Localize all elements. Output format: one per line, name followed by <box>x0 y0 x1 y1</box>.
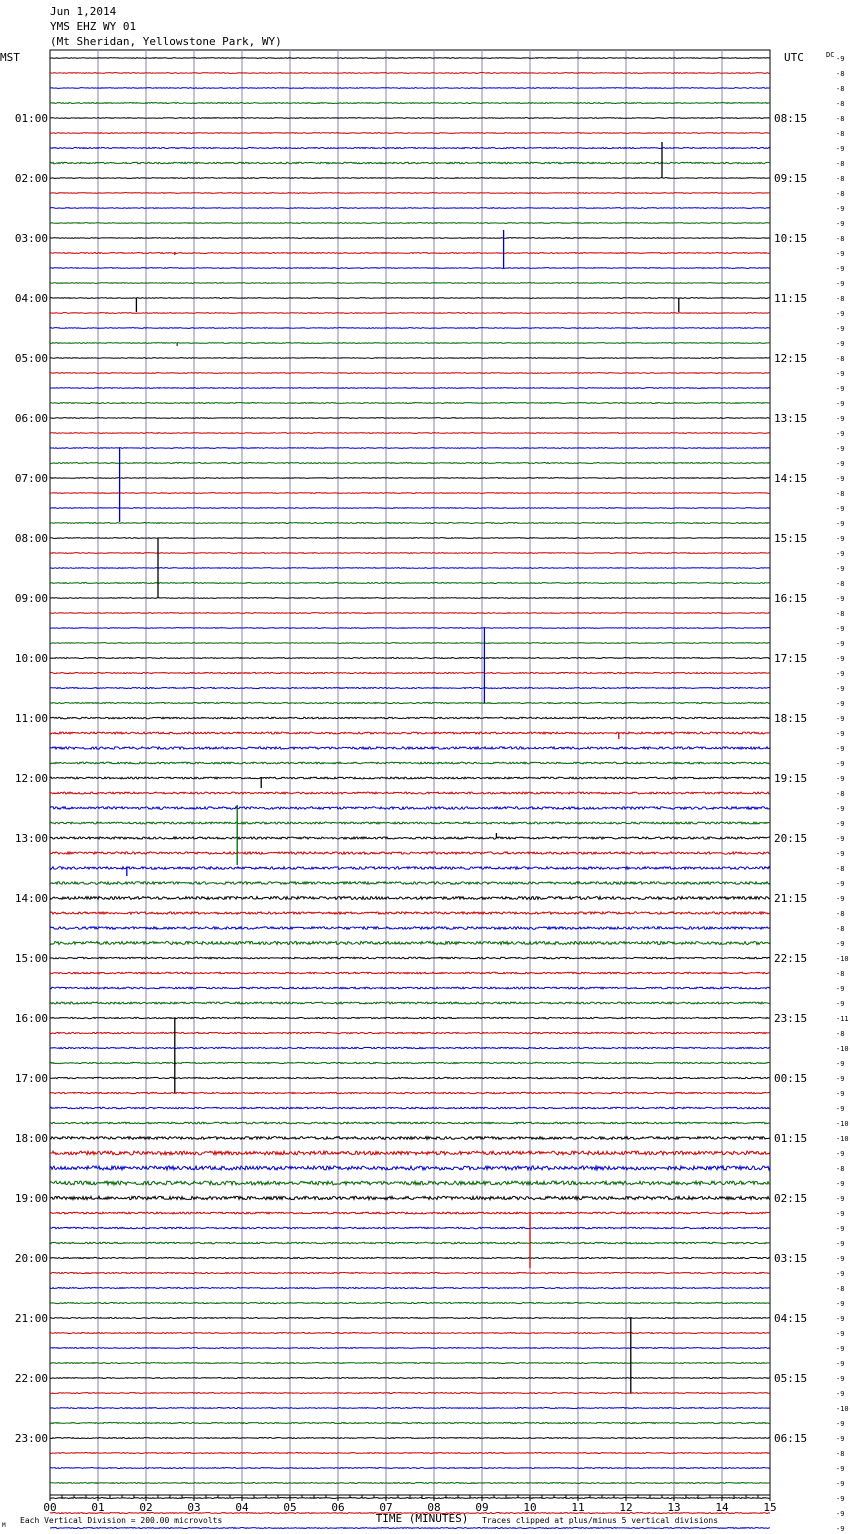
trace-offset-label: -9 <box>836 430 845 438</box>
right-hour-label: 23:15 <box>774 1012 808 1025</box>
station-id: YMS EHZ WY 01 <box>50 20 137 33</box>
trace-offset-label: -9 <box>836 1075 845 1083</box>
scale-note: Each Vertical Division = 200.00 microvolts <box>20 1516 223 1525</box>
seismic-trace <box>50 1122 770 1124</box>
right-hour-label: 13:15 <box>774 412 808 425</box>
left-hour-label: 19:00 <box>14 1192 48 1205</box>
trace-offset-label: -9 <box>836 985 845 993</box>
trace-offset-label: -9 <box>836 1315 845 1323</box>
seismic-trace <box>50 1151 770 1155</box>
seismic-trace <box>50 1318 770 1319</box>
seismic-trace <box>50 253 770 254</box>
seismic-trace <box>50 1077 770 1078</box>
seismic-trace <box>50 1408 770 1409</box>
seismic-trace <box>50 1498 770 1499</box>
trace-offset-label: -9 <box>836 595 845 603</box>
trace-offset-label: -9 <box>836 1255 845 1263</box>
seismic-trace <box>50 1002 770 1004</box>
seismic-trace <box>50 1181 770 1185</box>
trace-offset-label: -8 <box>836 790 845 798</box>
seismic-trace <box>50 103 770 104</box>
trace-offset-label: -9 <box>836 205 845 213</box>
trace-offset-label: -9 <box>836 1480 845 1488</box>
trace-offset-label: -9 <box>836 835 845 843</box>
seismic-trace <box>50 672 770 673</box>
trace-offset-label: -9 <box>836 1435 845 1443</box>
trace-offset-label: -8 <box>836 865 845 873</box>
right-hour-label: 17:15 <box>774 652 808 665</box>
trace-offset-label: -8 <box>836 490 845 498</box>
x-tick-label: 09 <box>475 1501 489 1514</box>
seismic-trace <box>50 852 770 854</box>
trace-offset-label: -9 <box>836 1060 845 1068</box>
trace-offset-label: -9 <box>836 655 845 663</box>
seismic-trace <box>50 1166 770 1170</box>
seismic-trace <box>50 523 770 524</box>
x-tick-label: 07 <box>379 1501 393 1514</box>
seismic-trace <box>50 1528 770 1529</box>
right-hour-label: 20:15 <box>774 832 808 845</box>
left-hour-label: 01:00 <box>14 112 48 125</box>
dc-label: DC <box>826 51 835 59</box>
seismic-trace <box>50 1242 770 1244</box>
trace-offset-label: -8 <box>836 610 845 618</box>
right-hour-label: 02:15 <box>774 1192 808 1205</box>
seismic-trace <box>50 1137 770 1140</box>
seismic-trace <box>50 1047 770 1048</box>
trace-offset-label: -8 <box>836 190 845 198</box>
seismic-trace <box>50 658 770 659</box>
seismic-trace <box>50 972 770 974</box>
left-hour-label: 23:00 <box>14 1432 48 1445</box>
seismic-trace <box>50 388 770 389</box>
seismic-trace <box>50 613 770 614</box>
seismic-trace <box>50 941 770 944</box>
left-hour-label: 04:00 <box>14 292 48 305</box>
trace-offset-label: -9 <box>836 1375 845 1383</box>
trace-offset-label: -9 <box>836 715 845 723</box>
trace-offset-label: -9 <box>836 1345 845 1353</box>
trace-offset-label: -9 <box>836 685 845 693</box>
trace-offset-label: -8 <box>836 1285 845 1293</box>
seismic-trace <box>50 747 770 749</box>
trace-offset-label: -9 <box>836 1525 845 1533</box>
seismic-trace <box>50 882 770 885</box>
trace-offset-label: -8 <box>836 70 845 78</box>
trace-offset-label: -9 <box>836 820 845 828</box>
seismic-trace <box>50 897 770 900</box>
trace-offset-label: -9 <box>836 895 845 903</box>
trace-offset-label: -9 <box>836 1195 845 1203</box>
seismic-trace <box>50 762 770 764</box>
seismic-trace <box>50 1468 770 1469</box>
seismic-trace <box>50 373 770 374</box>
trace-offset-label: -9 <box>836 625 845 633</box>
left-hour-label: 02:00 <box>14 172 48 185</box>
trace-offset-label: -9 <box>836 565 845 573</box>
seismic-trace <box>50 1062 770 1063</box>
seismic-trace <box>50 1092 770 1093</box>
trace-offset-label: -10 <box>836 1120 849 1128</box>
left-hour-label: 10:00 <box>14 652 48 665</box>
trace-offset-label: -9 <box>836 310 845 318</box>
trace-offset-label: -9 <box>836 730 845 738</box>
seismic-trace <box>50 1393 770 1394</box>
seismic-trace <box>50 1363 770 1364</box>
seismic-trace <box>50 133 770 134</box>
seismic-trace <box>50 643 770 644</box>
seismic-trace <box>50 493 770 494</box>
seismic-trace <box>50 448 770 449</box>
left-hour-label: 12:00 <box>14 772 48 785</box>
x-tick-label: 08 <box>427 1501 441 1514</box>
seismic-trace <box>50 867 770 870</box>
trace-offset-label: -9 <box>836 1510 845 1518</box>
trace-offset-label: -9 <box>836 340 845 348</box>
left-hour-label: 15:00 <box>14 952 48 965</box>
left-hour-label: 09:00 <box>14 592 48 605</box>
trace-offset-label: -9 <box>836 1330 845 1338</box>
trace-offset-label: -9 <box>836 535 845 543</box>
left-hour-label: 13:00 <box>14 832 48 845</box>
trace-offset-label: -9 <box>836 1495 845 1503</box>
left-hour-label: 16:00 <box>14 1012 48 1025</box>
seismic-trace <box>50 1378 770 1379</box>
seismic-trace <box>50 328 770 329</box>
seismic-trace <box>50 1032 770 1033</box>
trace-offset-label: -8 <box>836 925 845 933</box>
trace-offset-label: -9 <box>836 850 845 858</box>
seismic-trace <box>50 343 770 344</box>
left-hour-label: 08:00 <box>14 532 48 545</box>
trace-offset-label: -10 <box>836 1405 849 1413</box>
trace-offset-label: -9 <box>836 400 845 408</box>
trace-offset-label: -9 <box>836 940 845 948</box>
trace-offset-label: -8 <box>836 355 845 363</box>
trace-offset-label: -9 <box>836 1300 845 1308</box>
right-hour-label: 16:15 <box>774 592 808 605</box>
trace-offset-label: -9 <box>836 670 845 678</box>
seismic-trace <box>50 1483 770 1484</box>
trace-offset-label: -9 <box>836 1465 845 1473</box>
left-hour-label: 03:00 <box>14 232 48 245</box>
trace-offset-label: -8 <box>836 580 845 588</box>
seismic-trace <box>50 1257 770 1258</box>
trace-offset-label: -9 <box>836 1105 845 1113</box>
seismic-trace <box>50 837 770 839</box>
seismic-trace <box>50 1438 770 1439</box>
right-hour-label: 01:15 <box>774 1132 808 1145</box>
x-tick-label: 10 <box>523 1501 537 1514</box>
trace-offset-label: -9 <box>836 520 845 528</box>
trace-offset-label: -9 <box>836 1270 845 1278</box>
trace-offset-label: -8 <box>836 910 845 918</box>
trace-offset-label: -9 <box>836 775 845 783</box>
seismic-trace <box>50 1272 770 1273</box>
trace-offset-label: -9 <box>836 265 845 273</box>
seismic-trace <box>50 1287 770 1288</box>
right-hour-label: 00:15 <box>774 1072 808 1085</box>
trace-offset-label: -10 <box>836 1135 849 1143</box>
trace-offset-label: -8 <box>836 1030 845 1038</box>
trace-offset-label: -9 <box>836 745 845 753</box>
trace-offset-label: -9 <box>836 415 845 423</box>
seismic-trace <box>50 732 770 734</box>
seismic-trace <box>50 777 770 779</box>
trace-offset-label: -9 <box>836 280 845 288</box>
x-tick-label: 05 <box>283 1501 297 1514</box>
right-hour-label: 08:15 <box>774 112 808 125</box>
right-hour-label: 10:15 <box>774 232 808 245</box>
left-hour-label: 11:00 <box>14 712 48 725</box>
trace-offset-label: -9 <box>836 1225 845 1233</box>
trace-offset-label: -9 <box>836 1210 845 1218</box>
right-hour-label: 19:15 <box>774 772 808 785</box>
seismic-trace <box>50 268 770 269</box>
x-tick-label: 12 <box>619 1501 633 1514</box>
trace-offset-label: -9 <box>836 1240 845 1248</box>
x-tick-label: 04 <box>235 1501 249 1514</box>
right-hour-label: 15:15 <box>774 532 808 545</box>
seismic-trace <box>50 1302 770 1303</box>
trace-offset-label: -9 <box>836 385 845 393</box>
seismic-trace <box>50 238 770 239</box>
left-hour-label: 14:00 <box>14 892 48 905</box>
seismic-trace <box>50 223 770 224</box>
seismic-trace <box>50 508 770 509</box>
trace-offset-label: -8 <box>836 100 845 108</box>
trace-offset-label: -9 <box>836 250 845 258</box>
seismic-trace <box>50 478 770 479</box>
x-tick-label: 15 <box>763 1501 777 1514</box>
right-hour-label: 03:15 <box>774 1252 808 1265</box>
x-tick-label: 06 <box>331 1501 345 1514</box>
trace-offset-label: -9 <box>836 640 845 648</box>
right-hour-label: 21:15 <box>774 892 808 905</box>
plot-date: Jun 1,2014 <box>50 5 117 18</box>
trace-offset-label: -9 <box>836 325 845 333</box>
seismic-trace <box>50 1196 770 1199</box>
trace-offset-label: -9 <box>836 700 845 708</box>
seismic-trace <box>50 717 770 719</box>
trace-offset-label: -9 <box>836 370 845 378</box>
right-hour-label: 04:15 <box>774 1312 808 1325</box>
seismic-trace <box>50 702 770 703</box>
seismic-trace <box>50 1107 770 1109</box>
x-axis-title: TIME (MINUTES) <box>375 1512 469 1525</box>
left-hour-label: 18:00 <box>14 1132 48 1145</box>
right-hour-label: 14:15 <box>774 472 808 485</box>
trace-offset-label: -9 <box>836 1360 845 1368</box>
right-hour-label: 05:15 <box>774 1372 808 1385</box>
trace-offset-label: -8 <box>836 1450 845 1458</box>
trace-offset-label: -9 <box>836 220 845 228</box>
trace-offset-label: -9 <box>836 805 845 813</box>
trace-offset-label: -9 <box>836 445 845 453</box>
station-location: (Mt Sheridan, Yellowstone Park, WY) <box>50 35 282 48</box>
seismic-trace <box>50 1333 770 1334</box>
seismic-trace <box>50 822 770 824</box>
trace-offset-label: -8 <box>836 295 845 303</box>
seismic-trace <box>50 403 770 404</box>
trace-offset-label: -8 <box>836 235 845 243</box>
seismic-trace <box>50 1227 770 1229</box>
trace-offset-label: -9 <box>836 550 845 558</box>
trace-offset-label: -8 <box>836 160 845 168</box>
trace-offset-label: -8 <box>836 85 845 93</box>
x-tick-label: 03 <box>187 1501 201 1514</box>
left-hour-label: 21:00 <box>14 1312 48 1325</box>
seismic-trace <box>50 687 770 688</box>
seismic-trace <box>50 58 770 59</box>
right-hour-label: 09:15 <box>774 172 808 185</box>
trace-offset-label: -9 <box>836 145 845 153</box>
seismic-trace <box>50 807 770 810</box>
seismic-trace <box>50 912 770 914</box>
x-tick-label: 11 <box>571 1501 585 1514</box>
seismic-trace <box>50 463 770 464</box>
trace-offset-label: -11 <box>836 1015 849 1023</box>
x-tick-label: 14 <box>715 1501 729 1514</box>
left-hour-label: 22:00 <box>14 1372 48 1385</box>
trace-offset-label: -10 <box>836 1045 849 1053</box>
trace-offset-label: -9 <box>836 880 845 888</box>
seismic-trace <box>50 358 770 359</box>
left-hour-label: 17:00 <box>14 1072 48 1085</box>
left-hour-label: 06:00 <box>14 412 48 425</box>
right-zone-label: UTC <box>784 51 804 64</box>
seismic-trace <box>50 792 770 794</box>
trace-offset-label: -9 <box>836 475 845 483</box>
seismic-trace <box>50 1348 770 1349</box>
trace-offset-label: -9 <box>836 1150 845 1158</box>
seismic-trace <box>50 208 770 209</box>
trace-offset-label: -9 <box>836 1180 845 1188</box>
x-tick-label: 00 <box>43 1501 57 1514</box>
right-hour-label: 11:15 <box>774 292 808 305</box>
trace-offset-label: -9 <box>836 505 845 513</box>
trace-offset-label: -9 <box>836 460 845 468</box>
seismic-trace <box>50 1453 770 1454</box>
trace-offset-label: -8 <box>836 130 845 138</box>
trace-offset-label: -9 <box>836 1090 845 1098</box>
seismic-trace <box>50 433 770 434</box>
right-hour-label: 12:15 <box>774 352 808 365</box>
right-hour-label: 06:15 <box>774 1432 808 1445</box>
trace-offset-label: -9 <box>836 1390 845 1398</box>
left-hour-label: 20:00 <box>14 1252 48 1265</box>
trace-offset-label: -8 <box>836 115 845 123</box>
seismic-trace <box>50 193 770 194</box>
seismic-trace <box>50 88 770 89</box>
seismic-trace <box>50 298 770 299</box>
seismic-trace <box>50 73 770 74</box>
left-zone-label: MST <box>0 51 20 64</box>
right-hour-label: 18:15 <box>774 712 808 725</box>
trace-offset-label: -9 <box>836 55 845 63</box>
trace-offset-label: -10 <box>836 955 849 963</box>
left-hour-label: 05:00 <box>14 352 48 365</box>
seismic-trace <box>50 927 770 930</box>
trace-offset-label: -9 <box>836 1420 845 1428</box>
left-hour-label: 07:00 <box>14 472 48 485</box>
trace-offset-label: -8 <box>836 970 845 978</box>
plot-frame <box>50 50 770 1495</box>
seismic-trace <box>50 987 770 989</box>
seismic-trace <box>50 283 770 284</box>
seismic-trace <box>50 1212 770 1214</box>
trace-offset-label: -9 <box>836 1000 845 1008</box>
seismic-trace <box>50 1422 770 1423</box>
x-tick-label: 02 <box>139 1501 153 1514</box>
trace-offset-label: -8 <box>836 175 845 183</box>
right-hour-label: 22:15 <box>774 952 808 965</box>
x-tick-label: 01 <box>91 1501 105 1514</box>
seismic-trace <box>50 628 770 629</box>
seismic-trace <box>50 957 770 959</box>
seismic-trace <box>50 1017 770 1018</box>
trace-offset-label: -8 <box>836 1165 845 1173</box>
clip-note: Traces clipped at plus/minus 5 vertical divisions <box>482 1516 719 1525</box>
x-tick-label: 13 <box>667 1501 681 1514</box>
seismic-trace <box>50 418 770 419</box>
seismic-trace <box>50 118 770 119</box>
trace-offset-label: -9 <box>836 760 845 768</box>
corner-mark: M <box>2 1522 6 1529</box>
seismic-trace <box>50 313 770 314</box>
